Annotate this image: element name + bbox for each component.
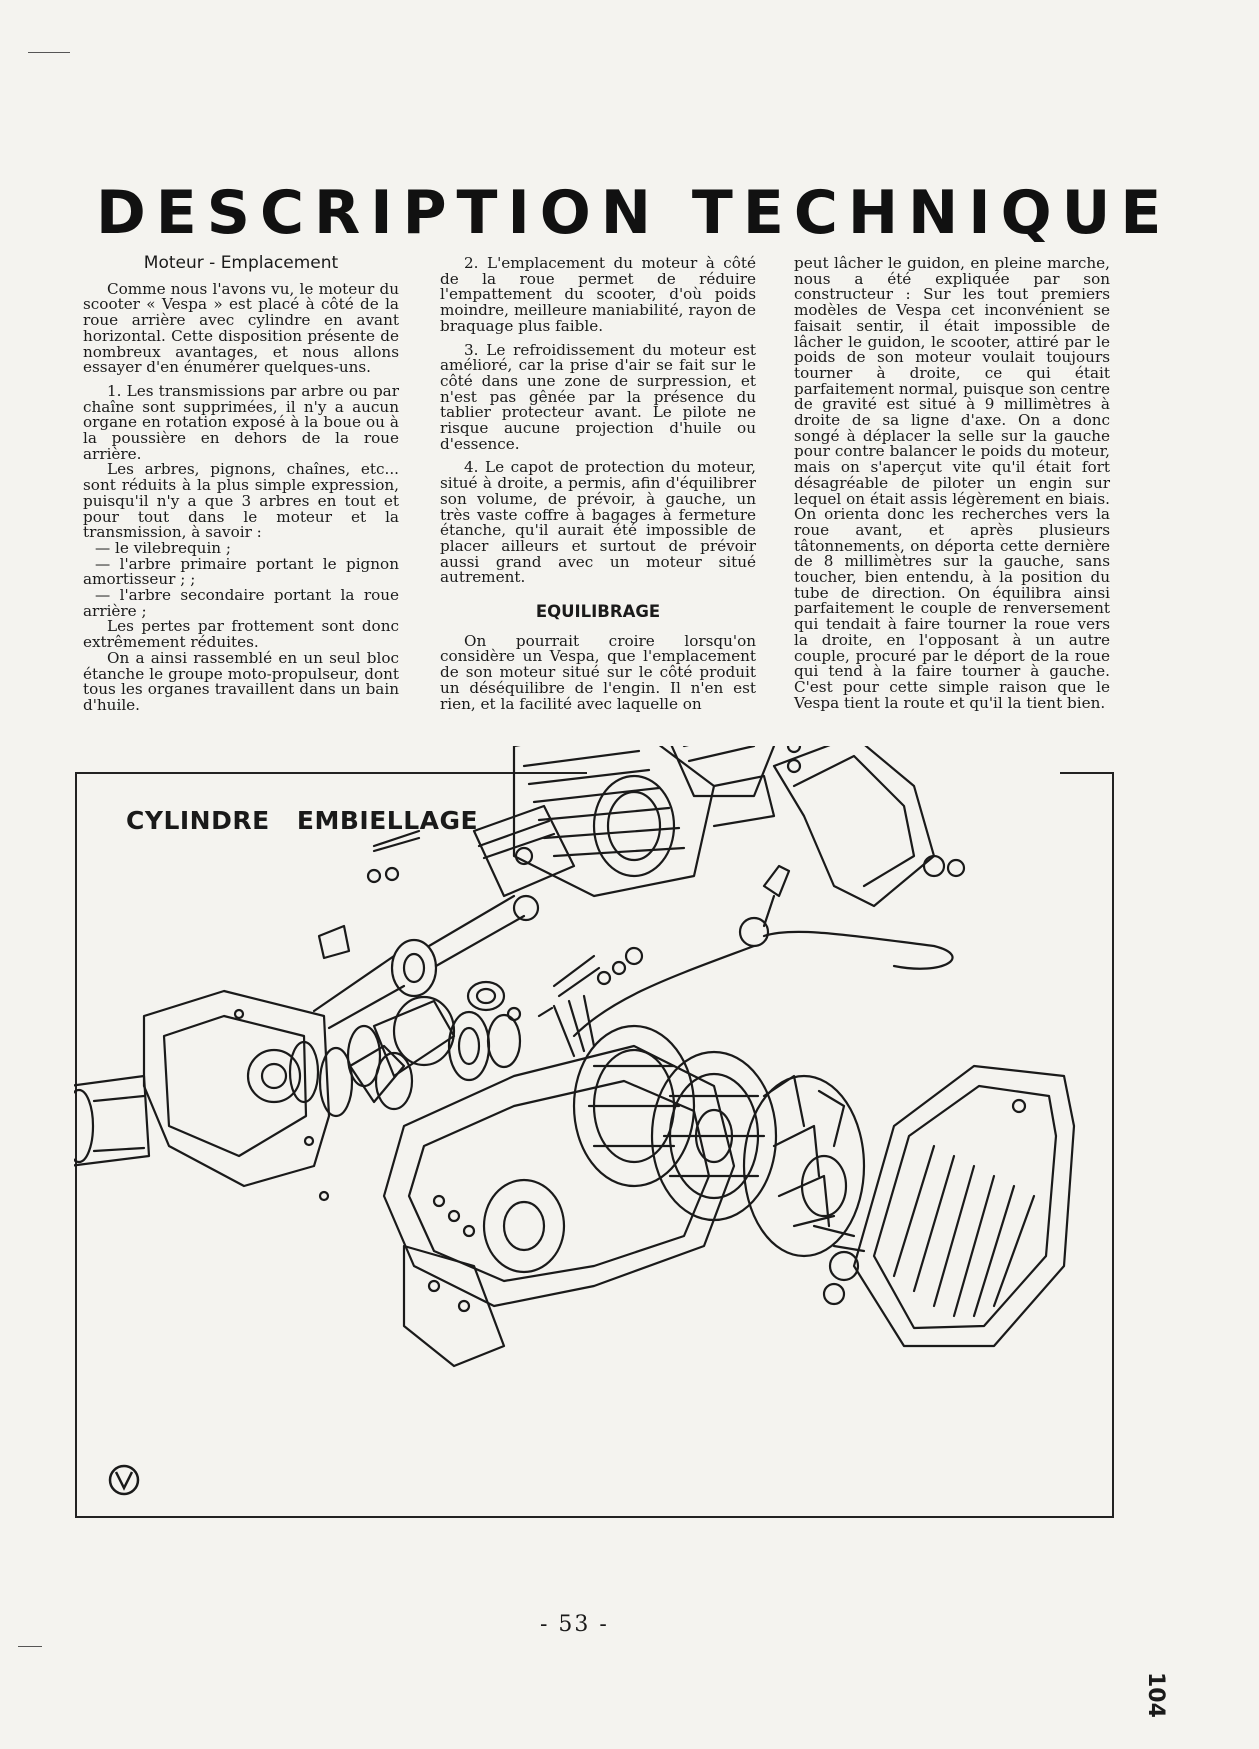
connecting-rod [319, 896, 538, 1010]
text-column-2 [440, 256, 756, 712]
scan-artifact [28, 52, 70, 53]
figure-title: CYLINDRE EMBIELLAGE [126, 806, 479, 835]
list-item-vilebrequin: — le vilebrequin ; [95, 538, 232, 557]
flywheel [652, 1052, 776, 1220]
paragraph-point-1: 1. Les transmissions par arbre ou par chaîne sont supprimées, il n'y a aucun organe en rotation exposé à la boue ou à la poussière en dehors de la roue arrière. [83, 381, 399, 463]
small-parts [508, 948, 642, 1020]
spark-plug [574, 866, 953, 1036]
section-heading-equilibrage: EQUILIBRAGE [535, 602, 661, 622]
paragraph-continuation: peut lâcher le guidon, en pleine marche, nous a été expliquée par son constructeur : Sur les tout premiers modèles de Vespa cet inconvénient se faisait sentir, il était impossible de lâcher le guidon, le scooter, attiré par le poids de son moteur voulait toujours tourner à droite, ce qui était parfaitement normal, puisque son centre de gravité est situé à 9 millimètres à droite de sa ligne d'axe. On a donc songé à déplacer la selle sur la gauche pour contre balancer le poids du moteur, mais on s'aperçut vite qu'il était fort désagréable de piloter un engin sur lequel on était assis légèrement en biais. On orienta donc les recherches vers la roue avant, et après plusieurs tâtonnements, on déporta cette dernière de 8 millimètres sur la gauche, sans toucher, bien entendu, à la position du tube de direction. On équilibra ainsi parfaitement le couple de renversement qui tendait à faire tourner la roue vers la droite, en l'opposant à un autre couple, procuré par le déport de la roue qui tend à la faire tourner à gauche. C'est pour cette simple raison que le Vespa tient la route et qu'il la tient bien. [794, 254, 1110, 712]
cylinder-cowling [774, 746, 964, 906]
paragraph-intro: Comme nous l'avons vu, le moteur du scooter « Vespa » est placé à côté de la roue arrière avec cylindre en avant horizontal. Cette disposition présente de nombreux avantages, et nous allons essayer d'en énumérer quelques-uns. [83, 279, 399, 377]
crankcase-right-half [384, 996, 734, 1366]
crankcase-left-half [74, 956, 404, 1200]
text-column-1 [83, 253, 399, 714]
fan-cover [814, 1066, 1074, 1346]
paragraph-arbres: Les arbres, pignons, chaînes, etc... sont réduits à la plus simple expression, puisqu'il n'y a que 3 arbres en tout et pour tout dans le moteur et la transmission, à savoir : [83, 460, 399, 542]
list-item-arbre-primaire: — l'arbre primaire portant le pignon amortisseur ; ; [83, 554, 399, 589]
paragraph-bloc: On a ainsi rassemblé en un seul bloc étanche le groupe moto-propulseur, dont tous les organes travaillent dans un bain d'huile. [83, 648, 399, 714]
page-number: - 53 - [540, 1612, 609, 1637]
side-page-number: 104 [1143, 1672, 1168, 1718]
publisher-logo-icon [106, 1462, 142, 1498]
page-title: DESCRIPTION TECHNIQUE [96, 178, 1172, 248]
paragraph-point-3: 3. Le refroidissement du moteur est amélioré, car la prise d'air se fait sur le côté dans une zone de surpression, et n'est pas gênée par la présence du tablier protecteur avant. Le pilote ne risque aucune projection d'huile ou d'essence. [440, 340, 756, 453]
text-column-3 [794, 256, 1110, 711]
paragraph-point-2: 2. L'emplacement du moteur à côté de la roue permet de réduire l'empattement du scooter, d'où poids moindre, meilleure maniabilité, rayon de braquage plus faible. [440, 254, 756, 335]
list-item-arbre-secondaire: — l'arbre secondaire portant la roue arrière ; [83, 586, 399, 620]
scan-artifact [18, 1646, 42, 1647]
section-heading-moteur: Moteur - Emplacement [143, 253, 339, 273]
engine-exploded-drawing [74, 746, 1114, 1506]
crankshaft [290, 997, 454, 1116]
paragraph-point-4: 4. Le capot de protection du moteur, situé à droite, a permis, afin d'équilibrer son volume, de prévoir, à gauche, un très vaste coffre à bagages à fermeture étanche, qu'il aurait été impossible de placer ailleurs et surtout de prévoir aussi grand avec un moteur situé autrement. [440, 458, 756, 587]
paragraph-equilibrage: On pourrait croire lorsqu'on considère un Vespa, que l'emplacement de son moteur situé sur le côté produit un déséquilibre de l'engin. Il n'en est rien, et la facilité avec laquelle on [440, 631, 756, 713]
paragraph-pertes: Les pertes par frottement sont donc extrêmement réduites. [83, 617, 399, 652]
cylinder [514, 746, 774, 896]
cooling-fan [744, 1076, 864, 1256]
